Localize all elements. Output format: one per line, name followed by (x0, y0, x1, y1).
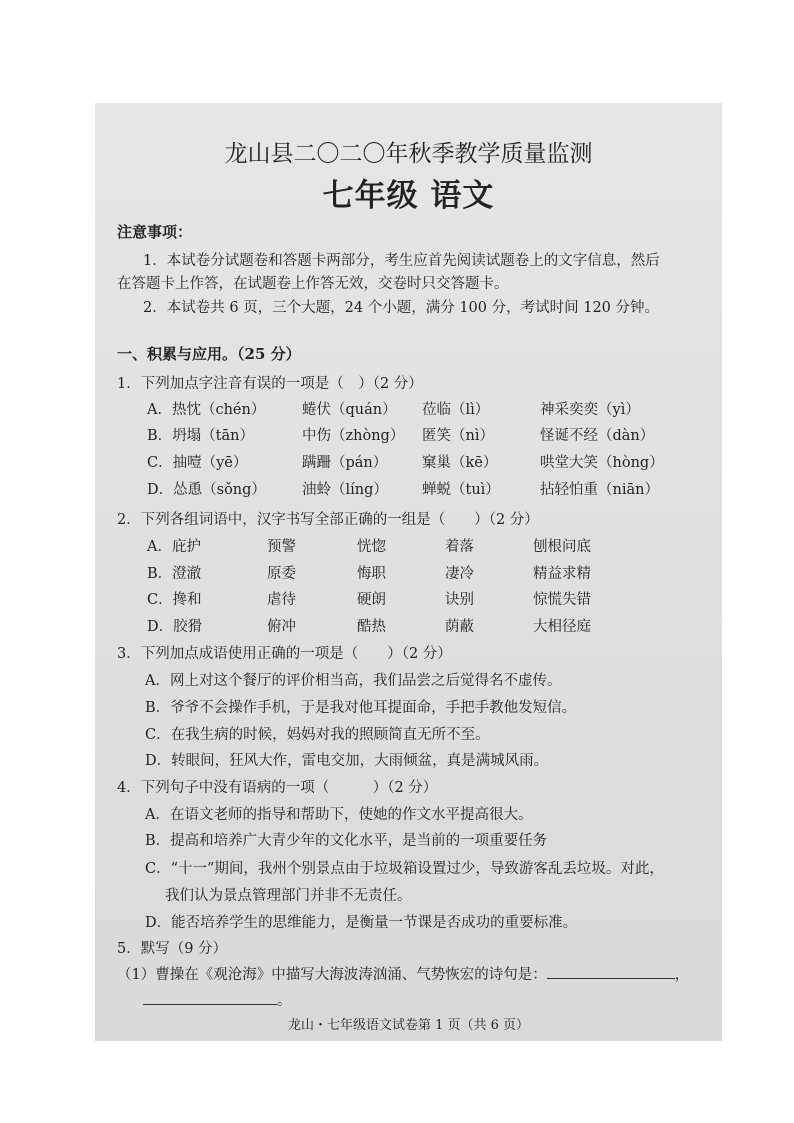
exam-subject-title: 七年级 语文 (322, 178, 495, 214)
q4-option-d: D．能否培养学生的思维能力，是衡量一节课是否成功的重要标准。 (145, 915, 578, 931)
q1-c-3: 窠巢（kē） (422, 455, 498, 471)
q4-option-a: A．在语文老师的指导和帮助下，使她的作文水平提高很大。 (145, 807, 533, 823)
q4-option-b: B．提高和培养广大青少年的文化水平，是当前的一项重要任务 (145, 833, 548, 849)
q1-b-2: 中伤（zhòng） (302, 428, 405, 444)
q2-c-5: 惊慌失错 (533, 592, 591, 608)
q2-a-3: 恍惚 (357, 539, 386, 555)
q5-period: 。 (277, 993, 292, 1009)
q3-option-d: D．转眼间，狂风大作，雷电交加，大雨倾盆，真是满城风雨。 (145, 753, 549, 769)
q5-item-1-line-2 (143, 989, 292, 1010)
q3-option-b: B．爷爷不会操作手机，于是我对他耳提面命，手把手教他发短信。 (145, 700, 577, 716)
q1-b-3: 匿笑（nì） (422, 428, 494, 444)
q1-a-1: A．热忱（chén） (147, 402, 266, 418)
notes-heading: 注意事项： (117, 223, 193, 241)
q1-c-4: 哄堂大笑（hòng） (540, 455, 664, 471)
notes-item-2: 2．本试卷共 6 页，三个大题，24 个小题，满分 100 分，考试时间 120 分钟。 (143, 300, 660, 316)
q2-c-1: C．搀和 (147, 592, 202, 608)
q3-option-c: C．在我生病的时候，妈妈对我的照顾简直无所不至。 (145, 727, 490, 743)
q2-d-2: 俯冲 (267, 619, 296, 635)
q1-a-3: 莅临（lì） (422, 402, 490, 418)
q1-a-4: 神采奕奕（yì） (540, 402, 640, 418)
q2-c-2: 虐待 (267, 592, 296, 608)
exam-title: 龙山县二〇二〇年秋季教学质量监测 (224, 141, 593, 167)
question-1-stem: 1．下列加点字注音有误的一项是（ ）（2 分） (117, 376, 423, 392)
q2-b-3: 悔职 (357, 566, 386, 582)
q2-c-3: 硬朗 (357, 592, 386, 608)
question-2-stem: 2．下列各组词语中，汉字书写全部正确的一组是（ ）（2 分） (117, 512, 539, 528)
q2-d-4: 荫蔽 (445, 619, 474, 635)
q2-a-5: 刨根问底 (533, 539, 591, 555)
q1-d-3: 蝉蜕（tuì） (422, 482, 500, 498)
page-footer: 龙山・七年级语文试卷第 1 页（共 6 页） (287, 1018, 530, 1033)
exam-paper (95, 103, 722, 1041)
notes-item-1-line-1: 1．本试卷分试题卷和答题卡两部分，考生应首先阅读试题卷上的文字信息，然后 (143, 253, 660, 269)
question-4-stem: 4．下列句子中没有语病的一项（ ）（2 分） (117, 780, 438, 796)
q4-option-c-line-2: 我们认为景点管理部门并非不无责任。 (165, 888, 412, 904)
question-5-stem: 5．默写（9 分） (117, 941, 228, 957)
q1-a-2: 蜷伏（quán） (302, 402, 397, 418)
section-1-heading: 一、积累与应用。（25 分） (117, 345, 301, 363)
q1-c-2: 蹒跚（pán） (302, 455, 388, 471)
q1-c-1: C．抽噎（yē） (147, 455, 248, 471)
q2-b-5: 精益求精 (533, 566, 591, 582)
question-3-stem: 3．下列加点成语使用正确的一项是（ ）（2 分） (117, 646, 452, 662)
q1-b-4: 怪诞不经（dàn） (540, 428, 655, 444)
q2-b-2: 原委 (267, 566, 296, 582)
q1-d-2: 油蛉（líng） (302, 482, 388, 498)
q2-a-2: 预警 (267, 539, 296, 555)
q2-a-1: A．庇护 (147, 539, 201, 555)
q5-item-1-prompt: （1）曹操在《观沧海》中描写大海波涛汹涌、气势恢宏的诗句是： (117, 967, 547, 983)
q2-c-4: 诀别 (445, 592, 474, 608)
q4-option-c-line-1: C．“十一”期间，我州个别景点由于垃圾箱设置过少，导致游客乱丢垃圾。对此， (145, 861, 664, 877)
q5-answer-blank-2[interactable] (143, 990, 277, 1005)
q1-d-1: D．怂恿（sǒng） (147, 482, 266, 498)
q3-option-a: A．网上对这个餐厅的评价相当高，我们品尝之后觉得名不虚传。 (145, 673, 562, 689)
q5-item-1 (117, 963, 689, 984)
q5-comma: ， (674, 967, 690, 983)
q2-d-1: D．胶猾 (147, 619, 203, 635)
q1-b-1: B．坍塌（tān） (147, 428, 254, 444)
q1-d-4: 拈轻怕重（niān） (540, 482, 659, 498)
q2-b-4: 凄冷 (445, 566, 474, 582)
q2-a-4: 着落 (445, 539, 474, 555)
q5-answer-blank-1[interactable] (547, 964, 675, 979)
q2-d-3: 酷热 (357, 619, 386, 635)
notes-item-1-line-2: 在答题卡上作答，在试题卷上作答无效，交卷时只交答题卡。 (117, 276, 509, 292)
q2-b-1: B．澄澈 (147, 566, 202, 582)
q2-d-5: 大相径庭 (533, 619, 591, 635)
